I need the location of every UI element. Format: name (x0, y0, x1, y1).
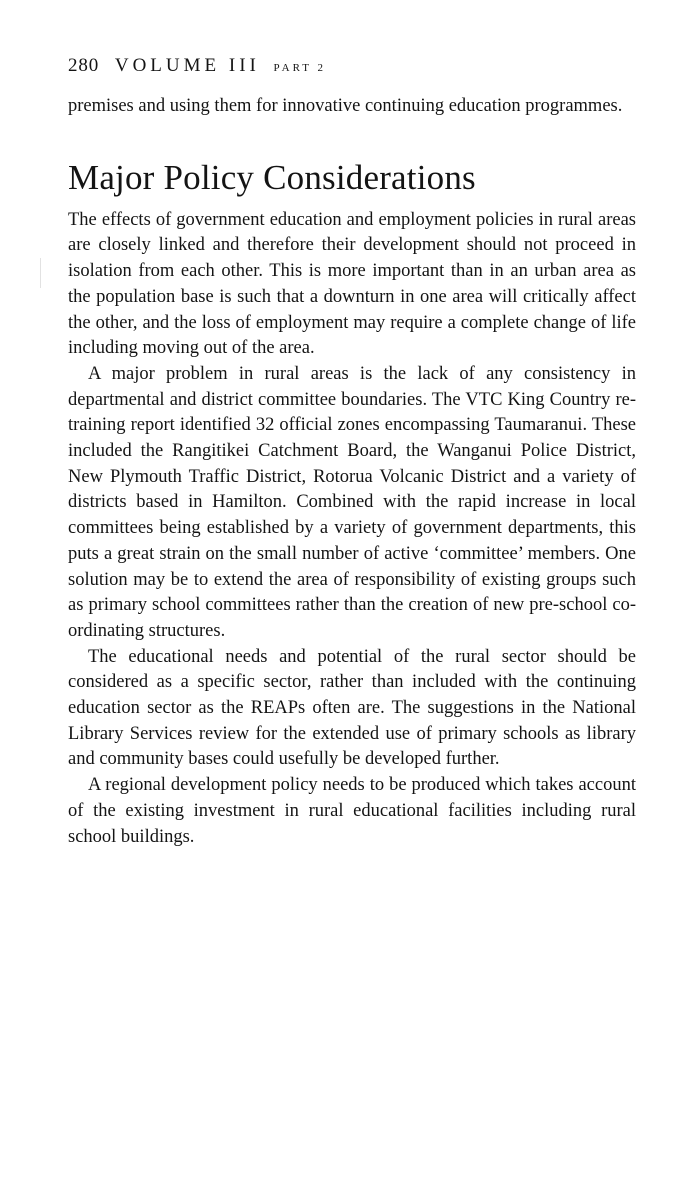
opening-paragraph: premises and using them for innovative continuing education programmes. (68, 96, 623, 116)
paragraph-2: A major problem in rural areas is the lack of any consistency in departmental and district committee boundaries. The VTC King Country re-training report identified 32 official zones encompassing Taumaranui. These included the Rangitikei Catchment Board, the Wanganui Police District, New Plymouth Traffic District, Rotorua Volcanic District and a variety of districts based in Hamilton. Combined with the rapid increase in local committees being established by a variety of government departments, this puts a great strain on the small number of active ‘committee’ members. One solution may be to extend the area of responsibility of existing groups such as primary school committees rather than the creation of new pre-school co-ordinating structures. (68, 363, 636, 641)
paragraph-1: The effects of government education and employment policies in rural areas are closely linked and therefore their development should not proceed in isolation from each other. This is more important than in an urban area as the population base is such that a downturn in one area will critically affect the other, and the loss of employment may require a complete change of life including moving out of the area. (68, 209, 636, 359)
book-page (68, 54, 636, 850)
part-label: PART 2 (273, 62, 327, 74)
volume-label: VOLUME III (114, 55, 260, 76)
section-title: Major Policy Considerations (68, 157, 476, 197)
running-head (68, 54, 636, 80)
paragraph-4: A regional development policy needs to be produced which takes account of the existing investment in rural educational facilities including rural school buildings. (68, 775, 636, 847)
page-number: 280 (68, 55, 100, 76)
margin-mark (40, 258, 41, 288)
paragraph-3: The educational needs and potential of the rural sector should be considered as a specific sector, rather than included with the continuing education sector as the REAPs often are. The suggestions in the National Library Services review for the extended use of primary schools as library and community bases could usefully be developed further. (68, 646, 636, 770)
